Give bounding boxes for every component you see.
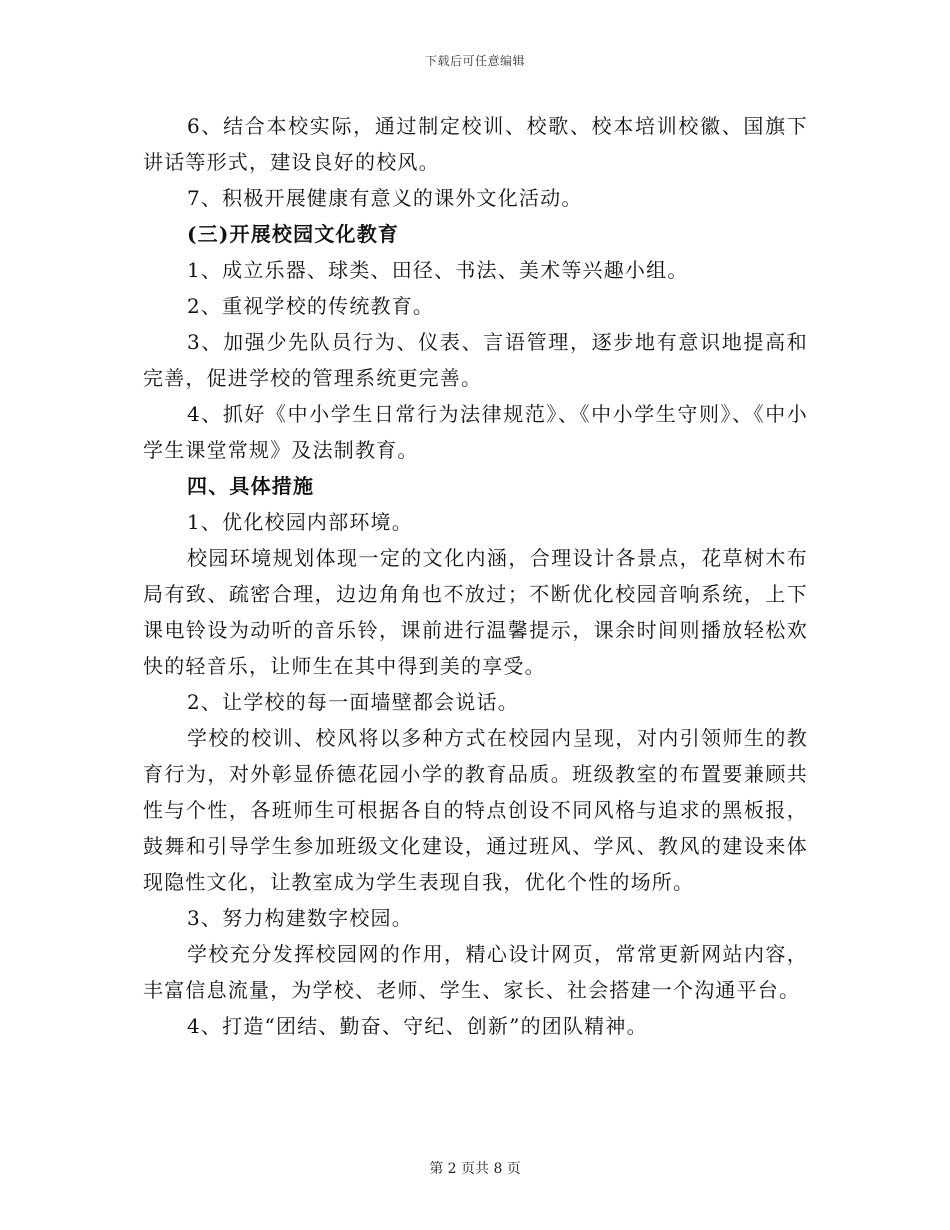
paragraph: 3、努力构建数字校园。 <box>187 906 413 930</box>
paragraph: 2、让学校的每一面墙壁都会说话。 <box>187 690 519 714</box>
paragraph: 学校的校训、校风将以多种方式在校园内呈现，对内引领师生的教育行为，对外彰显侨德花园小学的教育品质。班级教室的布置要兼顾共性与个性，各班师生可根据各自的特点创设不同风格与追求的黑板报，鼓舞和引导学生参加班级文化建设，通过班风、学风、教风的建设来体现隐性文化，让教室成为学生表现自我，优化个性的场所。 <box>143 726 808 894</box>
paragraph: 4、打造“团结、勤奋、守纪、创新”的团队精神。 <box>187 1014 648 1038</box>
paragraph: 1、成立乐器、球类、田径、书法、美术等兴趣小组。 <box>187 258 689 282</box>
section-heading: (三)开展校园文化教育 <box>187 222 400 246</box>
paragraph: 1、优化校园内部环境。 <box>187 510 413 534</box>
paragraph: 校园环境规划体现一定的文化内涵，合理设计各景点，花草树木布局有致、疏密合理，边边角角也不放过；不断优化校园音响系统，上下课电铃设为动听的音乐铃，课前进行温馨提示，课余时间则播放轻松欢快的轻音乐，让师生在其中得到美的享受。 <box>143 546 808 678</box>
page-number: 第 2 页共 8 页 <box>429 1161 521 1177</box>
paragraph: 6、结合本校实际，通过制定校训、校歌、校本培训校徽、国旗下讲话等形式，建设良好的校风。 <box>143 114 808 174</box>
paragraph: 4、抓好《中小学生日常行为法律规范》、《中小学生守则》、《中小学生课堂常规》及法制教育。 <box>143 402 808 462</box>
paragraph: 2、重视学校的传统教育。 <box>187 294 435 318</box>
paragraph: 7、积极开展健康有意义的课外文化活动。 <box>187 186 583 210</box>
paragraph: 学校充分发挥校园网的作用，精心设计网页，常常更新网站内容，丰富信息流量，为学校、老师、学生、家长、社会搭建一个沟通平台。 <box>143 942 808 1002</box>
document-body <box>143 108 808 1044</box>
page-header: 下载后可任意编辑 <box>424 54 525 68</box>
section-heading: 四、具体措施 <box>187 474 315 498</box>
paragraph: 3、加强少先队员行为、仪表、言语管理，逐步地有意识地提高和完善，促进学校的管理系统更完善。 <box>143 330 808 390</box>
